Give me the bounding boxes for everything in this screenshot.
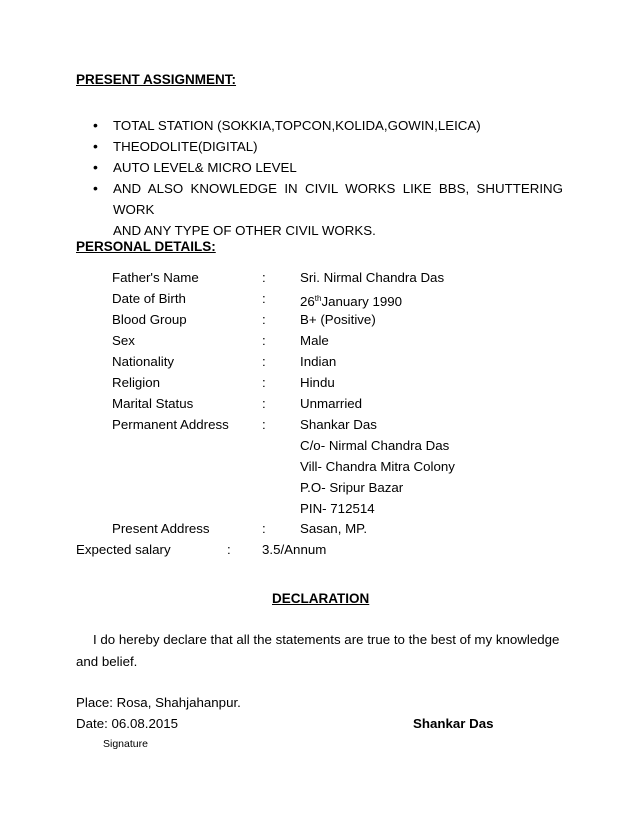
detail-row-fathers-name	[112, 267, 532, 288]
expected-salary-label: Expected salary	[76, 542, 171, 557]
colon: :	[262, 521, 266, 536]
field-label: Marital Status	[112, 396, 194, 411]
field-label: Permanent Address	[112, 417, 229, 432]
field-value: B+ (Positive)	[300, 312, 376, 327]
field-value: 26thJanuary 1990	[300, 294, 403, 309]
colon: :	[262, 291, 266, 306]
list-item: • THEODOLITE(DIGITAL)	[93, 136, 563, 157]
colon: :	[262, 333, 266, 348]
detail-row-sex	[112, 330, 532, 351]
address-line: C/o- Nirmal Chandra Das	[300, 438, 450, 453]
signature-label: Signature	[103, 738, 148, 750]
list-item: • AND ALSO KNOWLEDGE IN CIVIL WORKS LIKE BBS, SHUTTERING WORK AND ANY TYPE OF OTHER CIVIL WORKS.	[93, 178, 563, 241]
declaration-heading: DECLARATION	[272, 591, 370, 606]
field-label: Present Address	[112, 521, 210, 536]
colon: :	[227, 542, 231, 557]
personal-details-heading: PERSONAL DETAILS:	[76, 239, 216, 254]
expected-salary-value: 3.5/Annum	[262, 542, 327, 557]
detail-row-dob	[112, 288, 532, 309]
field-value: Sasan, MP.	[300, 521, 368, 536]
field-label: Sex	[112, 333, 135, 348]
field-label: Religion	[112, 375, 161, 390]
declaration-text-line2: and belief.	[76, 654, 138, 669]
address-line: Vill- Chandra Mitra Colony	[300, 459, 455, 474]
field-label: Date of Birth	[112, 291, 186, 306]
signatory-name: Shankar Das	[413, 716, 494, 731]
address-line: P.O- Sripur Bazar	[300, 480, 404, 495]
colon: :	[262, 270, 266, 285]
colon: :	[262, 312, 266, 327]
detail-row-permanent-address	[112, 414, 532, 435]
colon: :	[262, 375, 266, 390]
field-label: Father's Name	[112, 270, 199, 285]
field-value: Unmarried	[300, 396, 363, 411]
colon: :	[262, 417, 266, 432]
field-value: Hindu	[300, 375, 335, 390]
field-value: Indian	[300, 354, 337, 369]
detail-row-religion	[112, 372, 532, 393]
declaration-text-line1: I do hereby declare that all the statements are true to the best of my knowledge	[93, 632, 560, 647]
assignment-list	[93, 115, 563, 241]
detail-row-marital-status	[112, 393, 532, 414]
date-line: Date: 06.08.2015	[76, 716, 179, 731]
present-assignment-heading: PRESENT ASSIGNMENT:	[76, 72, 237, 87]
field-value: Male	[300, 333, 329, 348]
colon: :	[262, 354, 266, 369]
address-line: PIN- 712514	[300, 501, 375, 516]
place-line: Place: Rosa, Shahjahanpur.	[76, 695, 241, 710]
list-item: • AUTO LEVEL& MICRO LEVEL	[93, 157, 563, 178]
field-label: Blood Group	[112, 312, 187, 327]
list-item: • TOTAL STATION (SOKKIA,TOPCON,KOLIDA,GOWIN,LEICA)	[93, 115, 563, 136]
detail-row-nationality	[112, 351, 532, 372]
detail-row-present-address	[112, 518, 532, 539]
detail-row-blood-group	[112, 309, 532, 330]
field-value: Sri. Nirmal Chandra Das	[300, 270, 445, 285]
field-value: Shankar Das	[300, 417, 377, 432]
colon: :	[262, 396, 266, 411]
field-label: Nationality	[112, 354, 175, 369]
